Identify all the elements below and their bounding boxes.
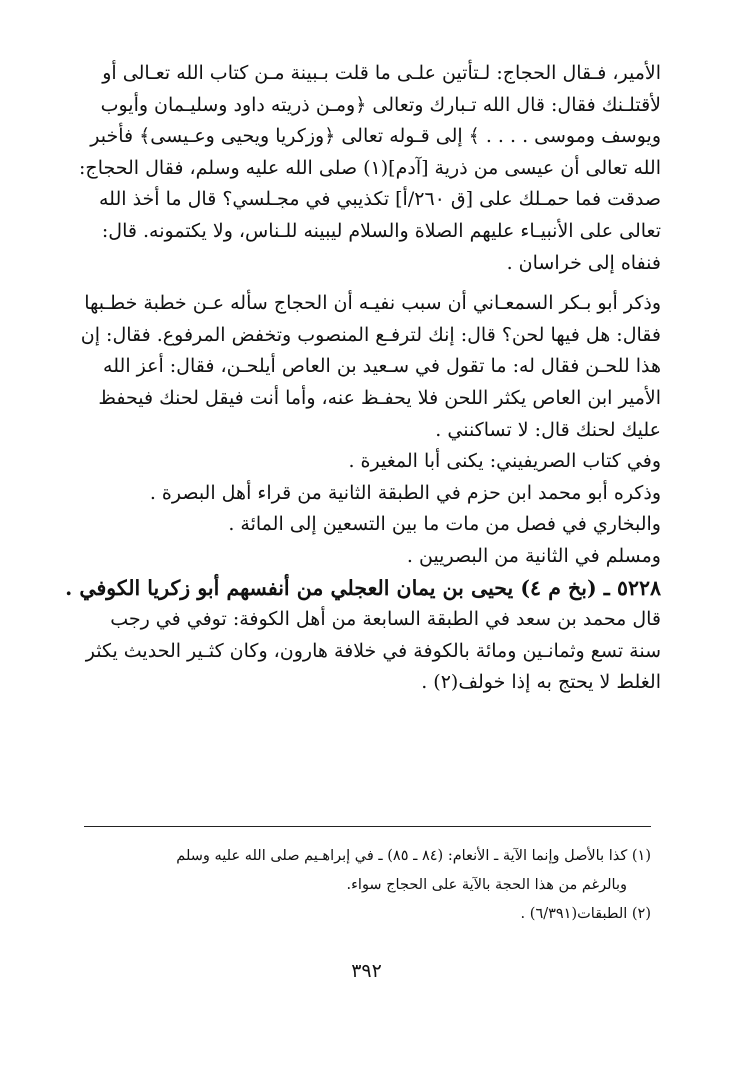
text-line: هذا للحـن فقال له: ما تقول في سـعيد بن العاص أيلحـن، فقال: أعز الله (103, 355, 661, 378)
text-line: والبخاري في فصل من مات ما بين التسعين إلى المائة . (228, 513, 661, 536)
text-line: وفي كتاب الصريفيني: يكنى أبا المغيرة . (348, 450, 661, 473)
text-line: تعالى على الأنبيـاء عليهم الصلاة والسلام ليبينه للـناس، ولا يكتمونه. قال: (101, 219, 661, 242)
text-line: الأمير ابن العاص يكثر اللحن فلا يحفـظ عنه، وأما أنت فيقل لحنك فيحفظ (98, 386, 661, 409)
footnote-1: (١) كذا بالأصل وإنما الآية ـ الأنعام: (٨٤ ـ ٨٥) ـ في إبراهـيم صلى الله عليه وسلم (176, 848, 651, 864)
text-line: الأمير، فـقال الحجاج: لـتأتين علـى ما قلت بـبينة مـن كتاب الله تعـالى أو (102, 62, 661, 84)
text-line: سنة تسع وثمانـين ومائة بالكوفة في خلافة هارون، وكان كثـير الحديث يكثر (85, 639, 661, 662)
text-line: الله تعالى أن عيسى من ذرية [آدم](١) صلى الله عليه وسلم، فقال الحجاج: (79, 156, 661, 179)
text-line: الغلط لا يحتج به إذا خولف(٢) . (421, 671, 661, 694)
footnotes (61, 842, 651, 929)
text-line: فقال: هل فيها لحن؟ قال: إنك لترفـع المنصوب وتخفض المرفوع. فقال: إن (80, 323, 661, 346)
entry-heading: ٥٢٢٨ ـ (بخ م ٤) يحيى بن يمان العجلي من أنفسهم أبو زكريا الكوفي . (65, 575, 661, 600)
main-text (65, 58, 661, 699)
footnote-divider (84, 826, 651, 827)
footnote-1-continuation: وبالرغم من هذا الحجة بالآية على الحجاج سواء. (346, 877, 627, 893)
page-number: ٣٩٢ (351, 960, 382, 982)
footnote-2: (٢) الطبقات(٦/٣٩١) . (520, 906, 651, 922)
text-line: ويوسف وموسى . . . . ﴾ إلى قـوله تعالى ﴿وزكريا ويحيى وعـيسى﴾ فأخبر (90, 125, 661, 148)
text-line: فنفاه إلى خراسان . (506, 251, 661, 274)
text-line: لأقتلـنك فقال: قال الله تـبارك وتعالى ﴿ومـن ذريته داود وسليـمان وأيوب (100, 93, 661, 116)
text-line: عليك لحنك قال: لا تساكنني . (435, 418, 661, 441)
text-line: ومسلم في الثانية من البصريين . (406, 544, 661, 567)
text-line: قال محمد بن سعد في الطبقة السابعة من أهل الكوفة: توفي في رجب (110, 608, 661, 631)
paragraph-gap (65, 279, 661, 288)
text-line: وذكر أبو بـكر السمعـاني أن سبب نفيـه أن الحجاج سأله عـن خطبة خطـبها (84, 292, 661, 315)
text-line: وذكره أبو محمد ابن حزم في الطبقة الثانية من قراء أهل البصرة . (149, 481, 661, 504)
text-line: صدقت فما حمـلك على [ق ٢٦٠/أ] تكذيبي في مجـلسي؟ قال ما أخذ الله (98, 188, 661, 211)
